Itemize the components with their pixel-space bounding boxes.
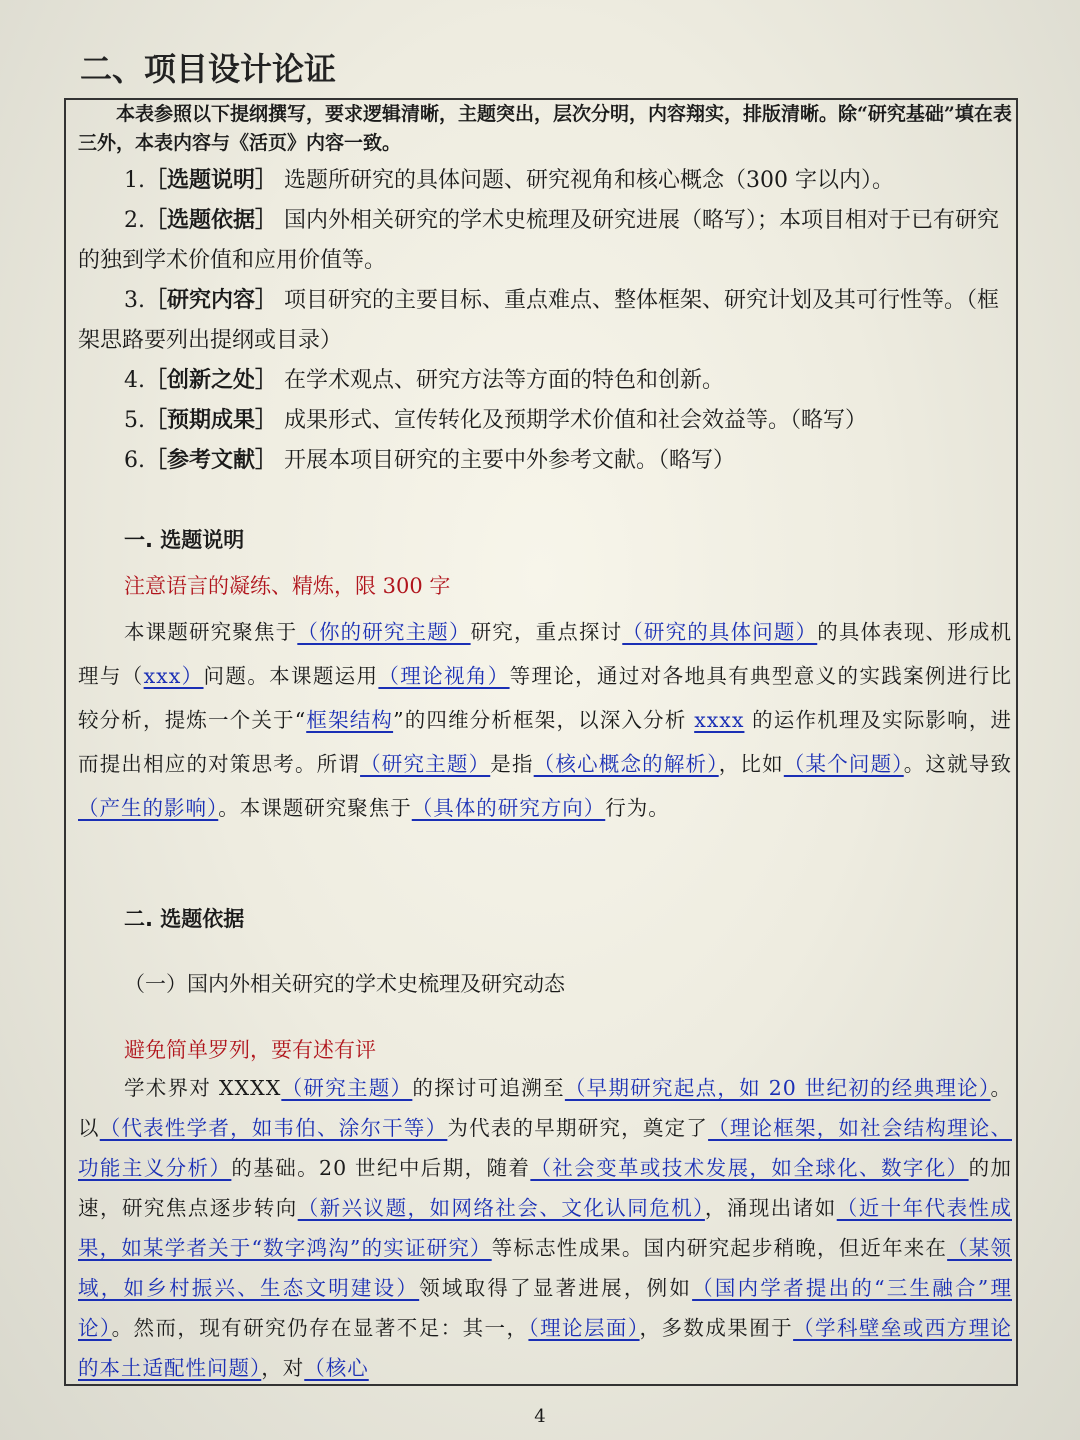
requirement-item — [78, 440, 1012, 481]
requirement-number: 4. — [124, 368, 145, 393]
placeholder-field: xxx） — [143, 664, 204, 688]
placeholder-field: （某领域，如乡村振兴、生态文明建设） — [78, 1236, 1012, 1300]
requirement-number: 3. — [124, 288, 145, 313]
requirement-text: 成果形式、宣传转化及预期学术价值和社会效益等。（略写） — [277, 408, 868, 433]
requirement-label: ［预期成果］ — [145, 407, 278, 433]
placeholder-field: （理论层面） — [528, 1316, 640, 1340]
body-text: 研究，重点探讨 — [470, 620, 623, 644]
placeholder-field: （代表性学者，如韦伯、涂尔干等） — [99, 1116, 448, 1140]
page-number: 4 — [534, 1406, 546, 1427]
body-text: 。这就导致 — [903, 752, 1013, 776]
placeholder-field: （近十年代表性成果，如某学者关于“数字鸿沟”的实证研究） — [78, 1196, 1012, 1260]
requirement-text: 项目研究的主要目标、重点难点、整体框架、研究计划及其可行性等。（框架思路要列出提纲或目录） — [78, 288, 1000, 353]
placeholder-field: （你的研究主题） — [297, 620, 471, 644]
requirement-text: 在学术观点、研究方法等方面的特色和创新。 — [277, 368, 725, 393]
body-text: 的探讨可追溯至 — [412, 1076, 565, 1100]
requirement-label: ［选题依据］ — [145, 207, 278, 233]
requirement-text: 选题所研究的具体问题、研究视角和核心概念（300 字以内）。 — [277, 168, 894, 193]
intro-text: 本表参照以下提纲撰写，要求逻辑清晰，主题突出，层次分明，内容翔实，排版清晰。除“研究基础”填在表三外，本表内容与《活页》内容一致。 — [78, 103, 1012, 154]
requirement-item — [78, 280, 1012, 361]
body-text: 。以 — [78, 1076, 1012, 1140]
placeholder-field: （早期研究起点，如 20 世纪初的经典理论） — [564, 1076, 991, 1100]
body-text: ，多数成果囿于 — [639, 1316, 794, 1340]
placeholder-field: （理论框架，如社会结构理论、功能主义分析） — [78, 1116, 1012, 1180]
body-text: ”的四维分析框架，以深入分析 — [393, 708, 695, 732]
requirement-text: 开展本项目研究的主要中外参考文献。（略写） — [277, 448, 736, 473]
page-title: 二、项目设计论证 — [80, 50, 337, 88]
section2-subheading: （一）国内外相关研究的学术史梳理及研究动态 — [124, 972, 565, 996]
body-text: 学术界对 XXXX — [124, 1076, 282, 1100]
placeholder-field: （社会变革或技术发展，如全球化、数字化） — [530, 1156, 969, 1180]
section1-heading: 一. 选题说明 — [124, 528, 245, 552]
placeholder-field: （产生的影响） — [78, 796, 219, 820]
placeholder-field: （核心 — [304, 1356, 369, 1380]
body-text: 等标志性成果。国内研究起步稍晚，但近年来在 — [491, 1236, 948, 1260]
placeholder-field: （学科壁垒或西方理论的本土适配性问题） — [78, 1316, 1012, 1380]
placeholder-field: （核心概念的解析） — [533, 752, 719, 776]
requirement-item — [78, 400, 1012, 441]
body-text: 等理论，通过对各地具有典型意义的实践案例进行比较分析，提炼一个关于“ — [78, 664, 1013, 732]
body-text: 本课题研究聚焦于 — [124, 620, 298, 644]
requirement-label: ［选题说明］ — [145, 167, 278, 193]
requirement-number: 6. — [124, 448, 145, 473]
body-text: 领域取得了显著进展，例如 — [419, 1276, 693, 1300]
placeholder-field: （研究的具体问题） — [622, 620, 818, 644]
section1-note: 注意语言的凝练、精炼，限 300 字 — [124, 574, 451, 598]
placeholder-field: （新兴议题，如网络社会、文化认同危机） — [297, 1196, 705, 1220]
body-text: 行为。 — [605, 796, 670, 820]
body-text: 。然而，现有研究仍存在显著不足：其一， — [111, 1316, 529, 1340]
requirement-label: ［创新之处］ — [145, 367, 278, 393]
body-text: ，涌现出诸如 — [704, 1196, 837, 1220]
requirement-number: 2. — [124, 208, 145, 233]
placeholder-field: （研究主题） — [281, 1076, 413, 1100]
body-text: ，对 — [261, 1356, 305, 1380]
placeholder-field: xxxx — [694, 708, 745, 732]
section1-paragraph — [78, 610, 1012, 830]
requirement-item — [78, 360, 1012, 401]
requirement-label: ［参考文献］ — [145, 447, 278, 473]
placeholder-field: （国内学者提出的“三生融合”理论） — [78, 1276, 1012, 1340]
section2-paragraph — [78, 1068, 1012, 1388]
body-text: 是指 — [490, 752, 534, 776]
placeholder-field: （研究主题） — [360, 752, 491, 776]
section2-heading: 二. 选题依据 — [124, 907, 245, 931]
body-text: ，比如 — [718, 752, 784, 776]
placeholder-field: （某个问题） — [783, 752, 904, 776]
body-text: 的运作机理及实际影响，进而提出相应的对策思考。所谓 — [78, 708, 1013, 776]
body-text: 。本课题研究聚焦于 — [218, 796, 412, 820]
body-text: 为代表的早期研究，奠定了 — [447, 1116, 709, 1140]
body-text: 问题。本课题运用 — [203, 664, 379, 688]
requirement-number: 1. — [124, 168, 145, 193]
requirement-label: ［研究内容］ — [145, 287, 278, 313]
requirement-item — [78, 160, 1012, 201]
body-text: 的加速，研究焦点逐步转向 — [78, 1156, 1012, 1220]
intro-instructions — [78, 100, 1012, 158]
placeholder-field: 框架结构 — [306, 708, 394, 732]
body-text: 的具体表现、形成机理与（ — [78, 620, 1013, 688]
placeholder-field: （具体的研究方向） — [411, 796, 606, 820]
requirement-item — [78, 200, 1012, 281]
requirement-text: 国内外相关研究的学术史梳理及研究进展（略写）；本项目相对于已有研究的独到学术价值和应用价值等。 — [78, 208, 1000, 273]
placeholder-field: （理论视角） — [378, 664, 510, 688]
body-text: 的基础。20 世纪中后期，随着 — [231, 1156, 531, 1180]
section2-note: 避免简单罗列，要有述有评 — [124, 1038, 376, 1062]
requirement-number: 5. — [124, 408, 145, 433]
